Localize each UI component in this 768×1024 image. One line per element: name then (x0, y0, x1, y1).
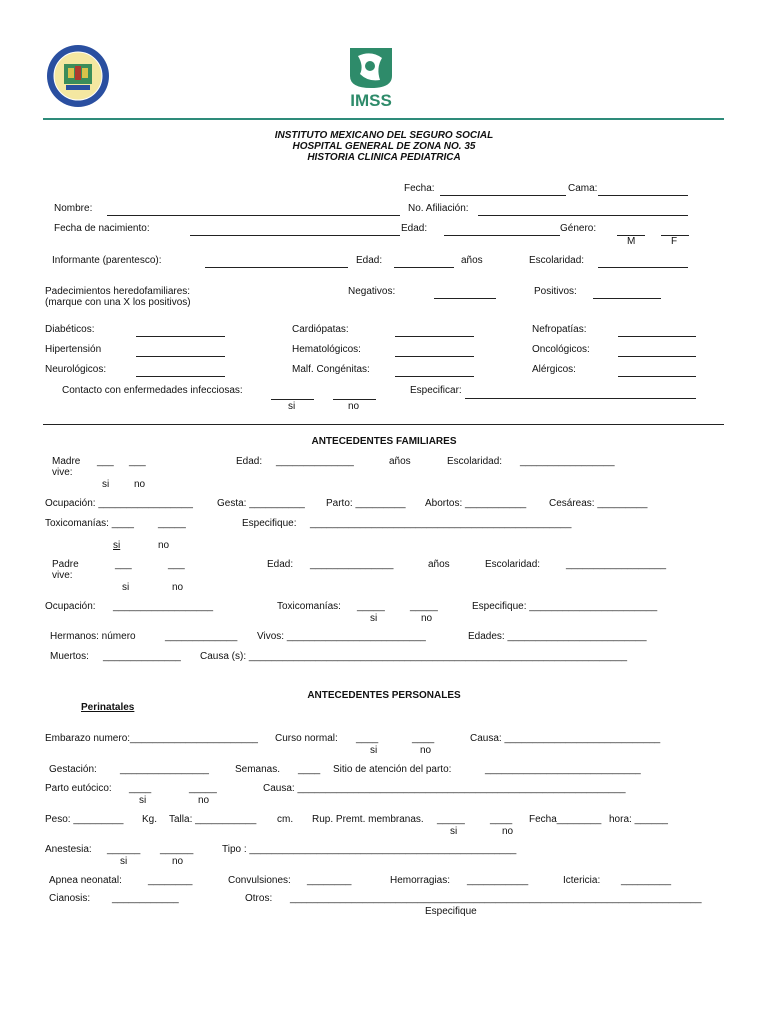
diabeticos-field[interactable] (136, 336, 225, 337)
anestesia-tipo[interactable]: Tipo : ________________________________________________ (222, 844, 517, 855)
peso[interactable]: Peso: _________ (45, 814, 124, 825)
imss-logo (346, 46, 396, 108)
anos-label: años (461, 255, 483, 266)
university-seal-logo (46, 44, 110, 108)
convulsiones-label: Convulsiones: (228, 875, 291, 886)
negativos-field[interactable] (434, 298, 496, 299)
madre-si-field[interactable]: ___ (97, 456, 114, 467)
rup-fecha[interactable]: Fecha________ (529, 814, 602, 825)
especificar-field[interactable] (465, 398, 696, 399)
edad-informante-field[interactable] (394, 267, 454, 268)
apnea-label: Apnea neonatal: (49, 875, 122, 886)
madre-edad-field[interactable]: ______________ (276, 456, 354, 467)
otros-label: Otros: (245, 893, 273, 904)
nefropatias-field[interactable] (618, 336, 696, 337)
padre-tox-si-field[interactable]: _____ (357, 601, 385, 612)
padre-no-field[interactable]: ___ (168, 559, 185, 570)
afiliacion-field[interactable] (478, 215, 688, 216)
contacto-si-field[interactable] (271, 399, 314, 400)
oncologicos-label: Oncológicos: (532, 344, 590, 355)
hospital-title: HOSPITAL GENERAL DE ZONA NO. 35 (292, 141, 476, 152)
madre-escolaridad-field[interactable]: _________________ (520, 456, 615, 467)
anestesia-si-field[interactable]: ______ (107, 844, 141, 855)
curso-si-field[interactable]: ____ (356, 733, 379, 744)
escolaridad-label: Escolaridad: (529, 255, 585, 266)
semanas-field[interactable]: ____ (298, 764, 321, 775)
madre-anos-label: años (389, 456, 411, 467)
madre-no-field[interactable]: ___ (129, 456, 146, 467)
institution-title: INSTITUTO MEXICANO DEL SEGURO SOCIAL (274, 130, 494, 141)
cardiopatas-label: Cardiópatas: (292, 324, 349, 335)
madre-tox-no-field[interactable]: _____ (158, 518, 186, 529)
hermanos-label: Hermanos: número (50, 631, 136, 642)
edades[interactable]: Edades: _________________________ (468, 631, 647, 642)
nacimiento-field[interactable] (190, 235, 400, 236)
cianosis-label: Cianosis: (49, 893, 91, 904)
cama-field[interactable] (598, 195, 688, 196)
rup-no-field[interactable]: ____ (490, 814, 513, 825)
madre-no-label: no (134, 479, 146, 490)
edad-label: Edad: (401, 223, 428, 234)
cianosis-field[interactable]: ____________ (112, 893, 179, 904)
parto-si-field[interactable]: ____ (129, 783, 152, 794)
contacto-si-label: si (288, 401, 296, 412)
parto-causa[interactable]: Causa: ___________________________________________________________ (263, 783, 626, 794)
curso-no-label: no (420, 745, 432, 756)
rup-no-label: no (502, 826, 514, 837)
perinatales-subtitle: Perinatales (81, 702, 135, 713)
contacto-label: Contacto con enfermedades infecciosas: (62, 385, 243, 396)
otros-field[interactable]: __________________________________________________________________________ (290, 893, 702, 904)
genero-f-label: F (671, 236, 678, 247)
padre-anos-label: años (428, 559, 450, 570)
semanas-label: Semanas. (235, 764, 281, 775)
padre-ocupacion-label: Ocupación: (45, 601, 96, 612)
gestacion-label: Gestación: (49, 764, 97, 775)
edad-informante-label: Edad: (356, 255, 383, 266)
alergicos-field[interactable] (618, 376, 696, 377)
vivos[interactable]: Vivos: _________________________ (257, 631, 426, 642)
madre-ocupacion[interactable]: Ocupación: _________________ (45, 498, 193, 509)
hered-subtitle: (marque con una X los positivos) (45, 297, 191, 308)
rup-si-field[interactable]: _____ (437, 814, 465, 825)
muertos-label: Muertos: (50, 651, 89, 662)
padre-escolaridad-field[interactable]: __________________ (566, 559, 667, 570)
parto-no-field[interactable]: _____ (189, 783, 217, 794)
nefropatias-label: Nefropatías: (532, 324, 587, 335)
padre-label: Padre (52, 559, 79, 570)
hipertension-label: Hipertensión (45, 344, 102, 355)
negativos-label: Negativos: (348, 286, 396, 297)
section-divider (43, 424, 724, 425)
rup-membranas-label: Rup. Premt. membranas. (312, 814, 424, 825)
contacto-no-label: no (348, 401, 360, 412)
ictericia-field[interactable]: _________ (621, 875, 672, 886)
abortos[interactable]: Abortos: ___________ (425, 498, 527, 509)
parto-no-label: no (198, 795, 210, 806)
madre-escolaridad-label: Escolaridad: (447, 456, 503, 467)
diabeticos-label: Diabéticos: (45, 324, 95, 335)
madre-tox-no-label: no (158, 540, 170, 551)
neurologicos-label: Neurológicos: (45, 364, 107, 375)
form-title: HISTORIA CLINICA PEDIATRICA (307, 152, 461, 163)
padre-escolaridad-label: Escolaridad: (485, 559, 541, 570)
padre-ocupacion-field[interactable]: __________________ (113, 601, 214, 612)
afiliacion-label: No. Afiliación: (408, 203, 469, 214)
curso-no-field[interactable]: ____ (412, 733, 435, 744)
sitio-parto-field[interactable]: ____________________________ (485, 764, 641, 775)
padre-edad-field[interactable]: _______________ (310, 559, 394, 570)
fecha-label: Fecha: (404, 183, 435, 194)
madre-label: Madre (52, 456, 81, 467)
apnea-field[interactable]: ________ (148, 875, 193, 886)
madre-especifique-field[interactable]: _______________________________________________ (310, 518, 572, 529)
especificar-label: Especificar: (410, 385, 462, 396)
curso-si-label: si (370, 745, 378, 756)
parto[interactable]: Parto: _________ (326, 498, 406, 509)
curso-causa[interactable]: Causa: ____________________________ (470, 733, 661, 744)
rup-hora[interactable]: hora: ______ (609, 814, 668, 825)
genero-label: Género: (560, 223, 597, 234)
alergicos-label: Alérgicos: (532, 364, 576, 375)
cm-label: cm. (277, 814, 294, 825)
fecha-field[interactable] (440, 195, 566, 196)
positivos-label: Positivos: (534, 286, 577, 297)
sitio-parto-label: Sitio de atención del parto: (333, 764, 452, 775)
hipertension-field[interactable] (136, 356, 225, 357)
hematologicos-label: Hematológicos: (292, 344, 361, 355)
madre-si-label: si (102, 479, 110, 490)
oncologicos-field[interactable] (618, 356, 696, 357)
curso-normal-label: Curso normal: (275, 733, 338, 744)
escolaridad-field[interactable] (598, 267, 688, 268)
padre-si-field[interactable]: ___ (115, 559, 132, 570)
padre-no-label: no (172, 582, 184, 593)
cesareas[interactable]: Cesáreas: _________ (549, 498, 648, 509)
convulsiones-field[interactable]: ________ (307, 875, 352, 886)
padre-especifique[interactable]: Especifique: _______________________ (472, 601, 658, 612)
informante-label: Informante (parentesco): (52, 255, 162, 266)
padre-tox-si-label: si (370, 613, 378, 624)
hermanos-field[interactable]: _____________ (165, 631, 238, 642)
malf-congenitas-label: Malf. Congénitas: (292, 364, 370, 375)
anestesia-si-label: si (120, 856, 128, 867)
personales-title: ANTECEDENTES PERSONALES (307, 690, 461, 701)
rup-si-label: si (450, 826, 458, 837)
madre-edad-label: Edad: (236, 456, 263, 467)
padre-si-label: si (122, 582, 130, 593)
madre-toxicomanias[interactable]: Toxicomanías: ____ (45, 518, 134, 529)
anestesia-no-field[interactable]: ______ (160, 844, 194, 855)
padre-vive-label: vive: (52, 570, 73, 581)
gestacion-field[interactable]: ________________ (120, 764, 209, 775)
familiares-title: ANTECEDENTES FAMILIARES (311, 436, 457, 447)
cama-label: Cama: (568, 183, 598, 194)
madre-especifique-label: Especifique: (242, 518, 297, 529)
parto-si-label: si (139, 795, 147, 806)
padre-toxicomanias-label: Toxicomanías: (277, 601, 341, 612)
svg-text:IMSS: IMSS (350, 91, 392, 108)
neurologicos-field[interactable] (136, 376, 225, 377)
edad-field[interactable] (444, 235, 560, 236)
header-divider (43, 118, 724, 120)
gesta[interactable]: Gesta: __________ (217, 498, 305, 509)
nombre-field[interactable] (107, 215, 400, 216)
ictericia-label: Ictericia: (563, 875, 601, 886)
informante-field[interactable] (205, 267, 348, 268)
genero-m-label: M (627, 236, 636, 247)
hemorragias-field[interactable]: ___________ (467, 875, 529, 886)
hemorragias-label: Hemorragias: (390, 875, 451, 886)
anestesia-no-label: no (172, 856, 184, 867)
parto-eutocico-label: Parto eutócico: (45, 783, 112, 794)
hered-title: Padecimientos heredofamiliares: (45, 286, 191, 297)
contacto-no-field[interactable] (333, 399, 376, 400)
malf-congenitas-field[interactable] (395, 376, 474, 377)
padre-tox-no-label: no (421, 613, 433, 624)
embarazo[interactable]: Embarazo numero:_______________________ (45, 733, 258, 744)
cardiopatas-field[interactable] (395, 336, 474, 337)
muertos-field[interactable]: ______________ (103, 651, 181, 662)
causas[interactable]: Causa (s): ____________________________________________________________________ (200, 651, 628, 662)
kg-label: Kg. (142, 814, 158, 825)
positivos-field[interactable] (593, 298, 661, 299)
nombre-label: Nombre: (54, 203, 93, 214)
madre-vive-label: vive: (52, 467, 73, 478)
hematologicos-field[interactable] (395, 356, 474, 357)
nacimiento-label: Fecha de nacimiento: (54, 223, 150, 234)
talla[interactable]: Talla: ___________ (169, 814, 257, 825)
madre-tox-si-label: si (113, 540, 121, 551)
otros-especifique-label: Especifique (425, 906, 477, 917)
padre-edad-label: Edad: (267, 559, 294, 570)
anestesia-label: Anestesia: (45, 844, 92, 855)
padre-tox-no-field[interactable]: _____ (410, 601, 438, 612)
